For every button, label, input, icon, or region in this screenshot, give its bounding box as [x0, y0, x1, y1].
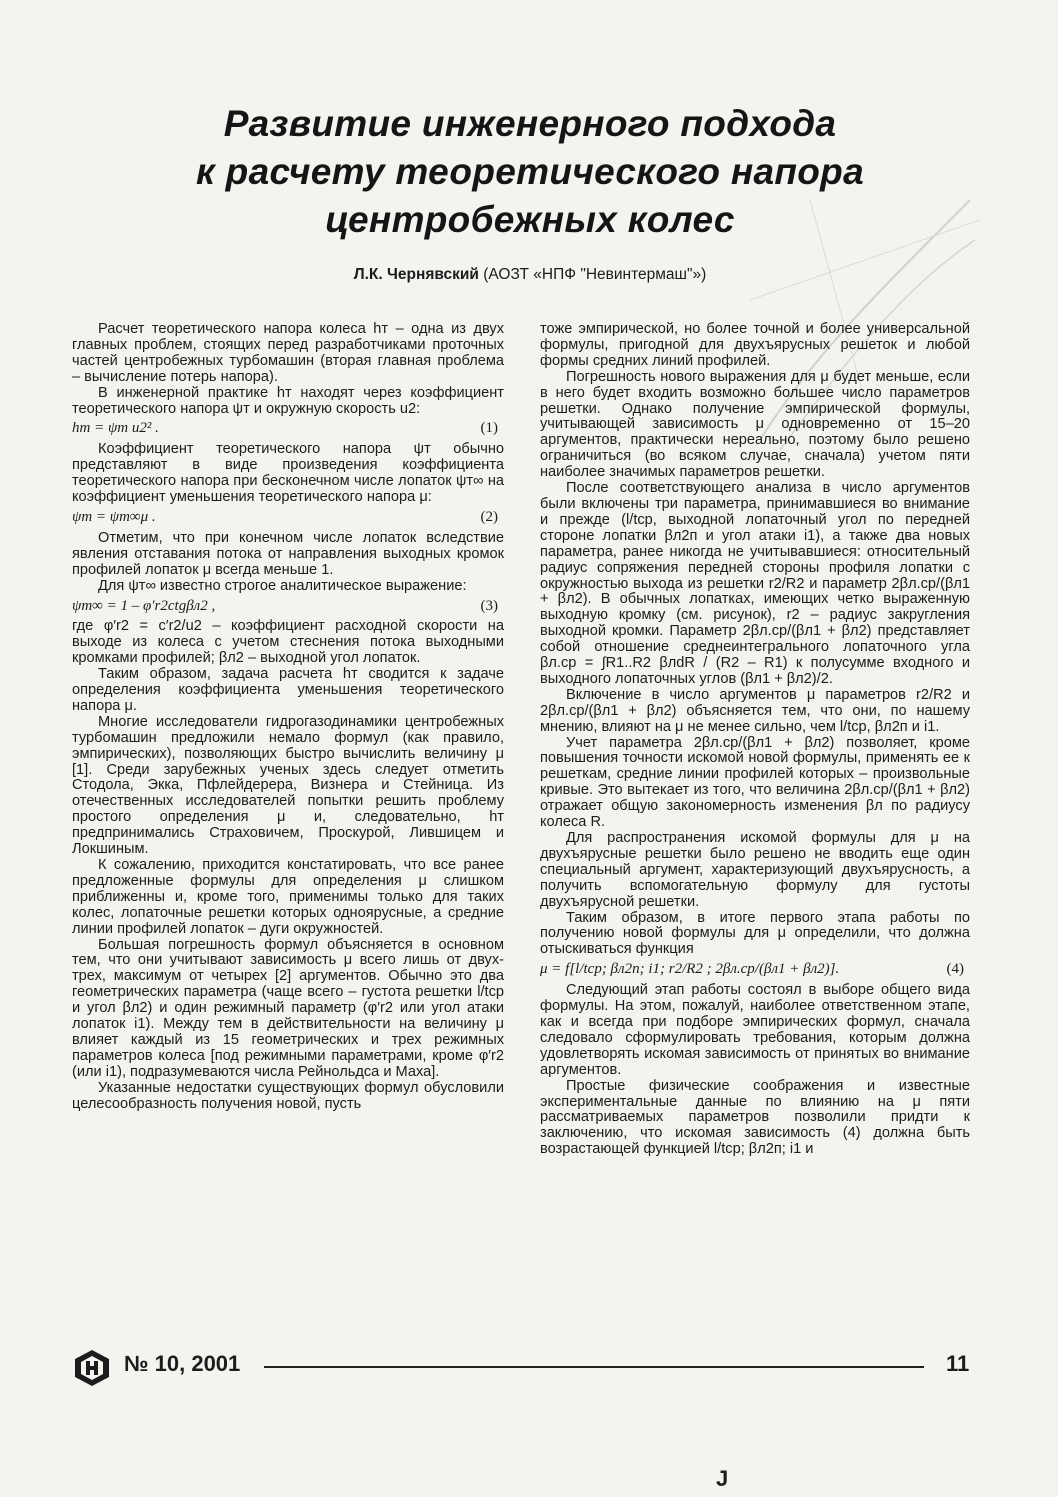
page-number: 11: [946, 1351, 970, 1376]
paragraph: Отметим, что при конечном числе лопаток вследствие явления отставания потока от направления выходных кромок профилей лопаток μ всегда меньше 1.: [72, 529, 504, 578]
formula-expression: ψт∞ = 1 – φ′r2ctgβл2 ,: [72, 597, 216, 614]
paragraph: Учет параметра 2βл.ср/(βл1 + βл2) позволяет, кроме повышения точности искомой новой формулы, применять ее к решеткам, средние линии профилей которых – произвольные кривые. Это вытекает из того, что величина 2βл.ср/(βл1 + βл2) отражает общую закономерность изменения βл по радиусу колеса R.: [540, 734, 970, 831]
paragraph: Таким образом, задача расчета hт сводится к задаче определения коэффициента уменьшения теоретического напора μ.: [72, 666, 504, 714]
paragraph: В инженерной практике hт находят через коэффициент теоретического напора ψт и окружную скорость u2:: [72, 384, 504, 417]
paragraph: Расчет теоретического напора колеса hт – одна из двух главных проблем, стоящих перед разработчиками проточных частей центробежных турбомашин (вторая главная проблема – вычисление потерь напора).: [72, 321, 504, 385]
paragraph: где φ′r2 = c′r2/u2 – коэффициент расходной скорости на выходе из колеса с учетом стеснения потока выходными кромками профилей; βл2 – выходной угол лопаток.: [72, 618, 504, 667]
paragraph: Для распространения искомой формулы для μ на двухъярусные решетки было решено не вводить еще один специальный аргумент, характеризующий двухъярусность, а получить вспомогательную формулу для густоты двухъярусной решетки.: [540, 830, 970, 910]
paragraph: К сожалению, приходится констатировать, что все ранее предложенные формулы для определения μ слишком приближенны и, кроме того, применимы только для таких колес, лопаточные решетки которых одноярусные, а средние линии профилей лопаток – дуги окружностей.: [72, 857, 504, 937]
paragraph: тоже эмпирической, но более точной и более универсальной формулы, пригодной для двухъярусных решеток и любой формы средних линий профилей.: [540, 321, 970, 369]
formula-number: (2): [480, 508, 498, 525]
paragraph: Большая погрешность формул объясняется в основном тем, что они учитывают зависимость μ всего лишь от двух-трех, максимум от четырех [2] аргументов. Обычно это два геометрических параметра (чаще всего – густота решетки l/tср и угол βл2) и один режимный параметр (φ′r2 или угол атаки лопаток i1). Между тем в действительности на величину μ влияет каждый из 15 геометрических и трех режимных параметров колеса [под режимными параметрами, кроме φ′r2 (или i1), подразумеваются числа Рейнольдса и Маха].: [72, 936, 504, 1080]
issue-number: № 10, 2001: [124, 1351, 241, 1376]
journal-logo-icon: [72, 1348, 112, 1388]
formula-expression: hт = ψт u2² .: [72, 420, 159, 437]
paragraph: Погрешность нового выражения для μ будет меньше, если в него будет входить возможно большее число параметров решетки. Однако получение эмпирической формулы, учитывающей зависимость μ одновременно от 15–20 аргументов, практически нереально, поэтому было решено ограничиться (во всяком случае, сначала) учетом пяти наиболее значимых параметров решетки.: [540, 368, 970, 481]
paragraph: Указанные недостатки существующих формул обусловили целесообразность получения новой, пусть: [72, 1079, 504, 1112]
paragraph: Простые физические соображения и известные экспериментальные данные по влиянию на μ пяти рассматриваемых параметров позволили придти к заключению, что искомая зависимость (4) должна быть возрастающей функцией l/tср; βл2п; i1 и: [540, 1077, 970, 1158]
formula-expression: ψт = ψт∞μ .: [72, 508, 156, 525]
formula-number: (1): [480, 420, 498, 437]
author-name: Л.К. Чернявский: [353, 266, 479, 283]
paragraph: Таким образом, в итоге первого этапа работы по получению новой формулы для μ определили, что должна отыскиваться функция: [540, 909, 970, 958]
formula-number: (3): [480, 597, 498, 614]
paragraph: Следующий этап работы состоял в выборе общего вида формулы. На этом, пожалуй, наиболее ответственном этапе, как и всегда при подборе эмпирических формул, сначала следовало сформулировать требования, которым должна удовлетворять искомая зависимость от принятых во внимание аргументов.: [540, 982, 970, 1078]
right-column: [540, 322, 970, 1158]
paragraph: Для ψт∞ известно строгое аналитическое выражение:: [98, 577, 467, 594]
byline: [250, 266, 810, 284]
title-line-3: центробежных колес: [325, 199, 735, 240]
formula-4: [540, 962, 970, 978]
formula-number: (4): [946, 961, 964, 978]
left-column: [72, 322, 504, 1113]
title-line-2: к расчету теоретического напора: [196, 151, 864, 192]
formula-expression: μ = f[l/tср; βл2п; i1; r2/R2 ; 2βл.ср/(βл1 + βл2)].: [540, 961, 840, 978]
paragraph: Коэффициент теоретического напора ψт обычно представляют в виде произведения коэффициента теоретического напора при бесконечном числе лопаток ψт∞ на коэффициент уменьшения теоретического напора μ:: [72, 441, 504, 506]
formula-1: [72, 421, 504, 437]
paragraph: После соответствующего анализа в число аргументов были включены три параметра, принимавшиеся во внимание и прежде (l/tср, выходной лопаточный угол по передней стороне лопатки βл2п и угол атаки i1), а также два новых параметра, ранее никогда не учитывавшиеся: относительный радиус сопряжения передней стороны профиля лопатки с окружностью выхода из решетки r2/R2 и параметр 2βл.ср/(βл1 + βл2). В обычных лопатках, имеющих четко выраженную выходную кромку (см. рисунок), r2 – радиус закругления выходной кромки. Параметр 2βл.ср/(βл1 + βл2) представляет собой отношение среднеинтегрального лопаточного угла βл.ср = ∫R1..R2 βлdR / (R2 – R1) к полусумме входного и выходного лопаточных углов (βл1 + βл2)/2.: [540, 480, 970, 687]
paragraph: Многие исследователи гидрогазодинамики центробежных турбомашин предложили немало формул (как правило, эмпирических), позволяющих быстро вычислить величину μ [1]. Среди зарубежных ученых здесь следует отметить Стодола, Экка, Пфлейдерера, Визнера и Стейница. Из отечественных исследователей попытки решить проблему простого определения μ и, следовательно, hт предпринимались Страховичем, Проскурой, Лившицем и Локшиным.: [72, 713, 504, 858]
author-affiliation: (АОЗТ «НПФ "Невинтермаш"»): [483, 266, 707, 283]
footer-rule: [264, 1366, 924, 1368]
corner-mark: J: [716, 1466, 729, 1491]
title-line-1: Развитие инженерного подхода: [223, 103, 837, 144]
article-title: [120, 100, 940, 244]
formula-3: [72, 599, 504, 615]
formula-2: [72, 510, 504, 526]
paragraph: Включение в число аргументов μ параметров r2/R2 и 2βл.ср/(βл1 + βл2) объясняется тем, что они, по нашему мнению, влияют на μ не менее сильно, чем l/tср, βл2п и i1.: [540, 686, 970, 735]
